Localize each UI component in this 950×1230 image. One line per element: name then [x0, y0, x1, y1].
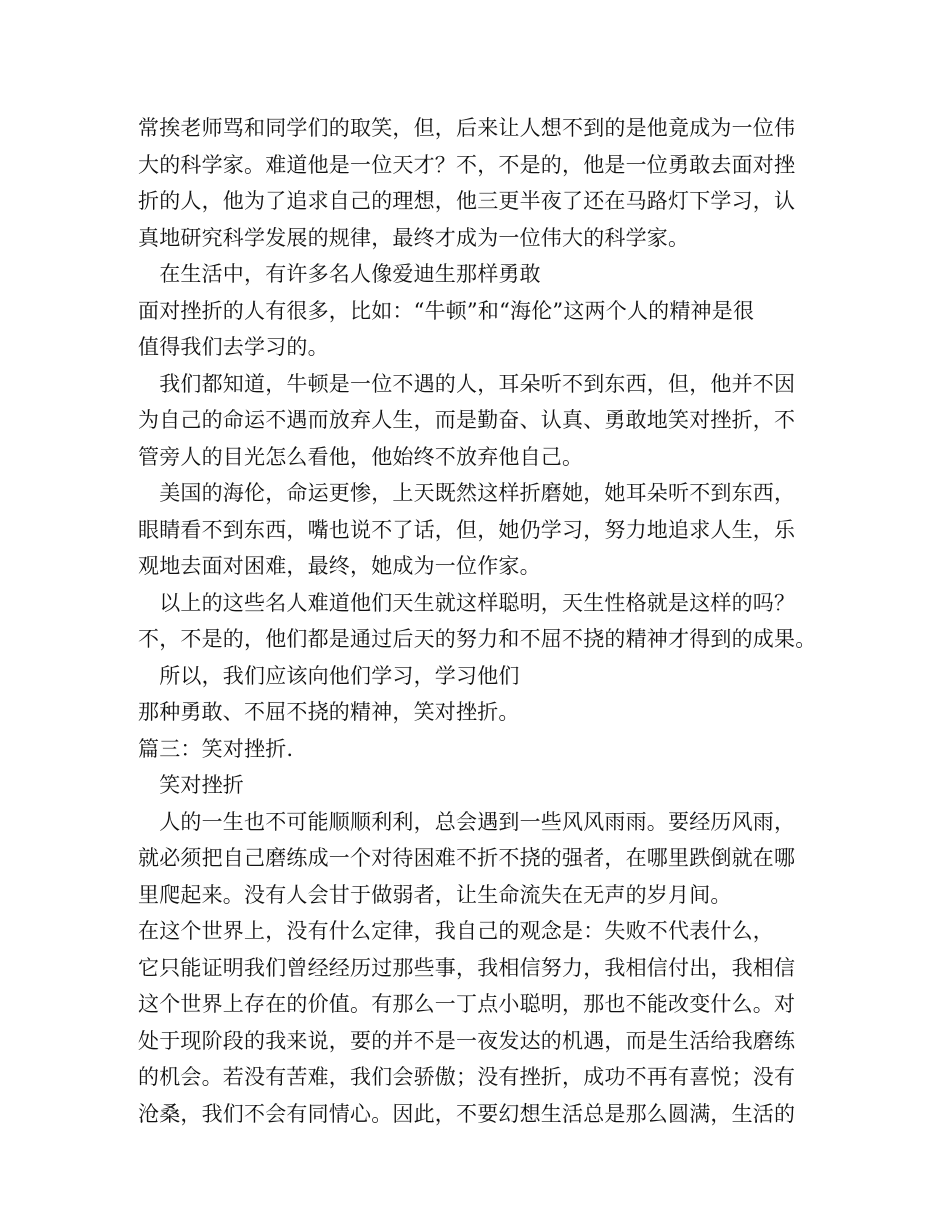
text-line: 里爬起来。没有人会甘于做弱者，让生命流失在无声的岁月间。 — [138, 882, 732, 907]
text-line: 不，不是的，他们都是通过后天的努力和不屈不挠的精神才得到的成果。 — [138, 627, 817, 651]
body-text — [138, 110, 838, 1132]
text-line: 就必须把自己磨练成一个对待困难不折不挠的强者，在哪里跌倒就在哪 — [138, 846, 796, 870]
text-line: 在这个世界上，没有什么定律，我自己的观念是：失败不代表什么， — [138, 919, 774, 943]
text-line: 眼睛看不到东西，嘴也说不了话，但，她仍学习，努力地追求人生，乐 — [138, 517, 796, 542]
text-line: 所以，我们应该向他们学习，学习他们 — [138, 663, 520, 688]
text-line: 的机会。若没有苦难，我们会骄傲；没有挫折，成功不再有喜悦；没有 — [138, 1065, 796, 1089]
text-line: 处于现阶段的我来说，要的并不是一夜发达的机遇，而是生活给我磨练 — [138, 1028, 796, 1053]
text-line: 人的一生也不可能顺顺利利，总会遇到一些风风雨雨。要经历风雨， — [138, 809, 796, 834]
text-line: 常挨老师骂和同学们的取笑，但，后来让人想不到的是他竟成为一位伟 — [138, 116, 796, 140]
text-line: 在生活中，有许多名人像爱迪生那样勇敢 — [138, 262, 541, 286]
text-line: 观地去面对困难，最终，她成为一位作家。 — [138, 554, 541, 578]
text-line: 管旁人的目光怎么看他，他始终不放弃他自己。 — [138, 444, 584, 469]
text-line: 真地研究科学发展的规律，最终才成为一位伟大的科学家。 — [138, 225, 690, 250]
section-heading: 篇三：笑对挫折. — [138, 736, 294, 761]
text-line: 那种勇敢、不屈不挠的精神，笑对挫折。 — [138, 700, 520, 724]
text-line: 面对挫折的人有很多，比如：“牛顿”和“海伦”这两个人的精神是很 — [138, 298, 755, 323]
article-title: 笑对挫折 — [138, 773, 244, 797]
text-line: 沧桑，我们不会有同情心。因此，不要幻想生活总是那么圆满，生活的 — [138, 1101, 796, 1126]
text-line: 值得我们去学习的。 — [138, 335, 329, 359]
text-line: 美国的海伦，命运更惨，上天既然这样折磨她，她耳朵听不到东西， — [138, 481, 796, 505]
text-line: 为自己的命运不遇而放弃人生，而是勤奋、认真、勇敢地笑对挫折，不 — [138, 408, 796, 432]
text-line: 折的人，他为了追求自己的理想，他三更半夜了还在马路灯下学习，认 — [138, 189, 796, 213]
text-line: 以上的这些名人难道他们天生就这样聪明，天生性格就是这样的吗？ — [138, 590, 796, 615]
text-line: 我们都知道，牛顿是一位不遇的人，耳朵听不到东西，但，他并不因 — [138, 371, 796, 396]
text-line: 大的科学家。难道他是一位天才？不，不是的，他是一位勇敢去面对挫 — [138, 152, 796, 177]
text-line: 这个世界上存在的价值。有那么一丁点小聪明，那也不能改变什么。对 — [138, 992, 796, 1016]
text-line: 它只能证明我们曾经经历过那些事，我相信努力，我相信付出，我相信 — [138, 955, 796, 980]
